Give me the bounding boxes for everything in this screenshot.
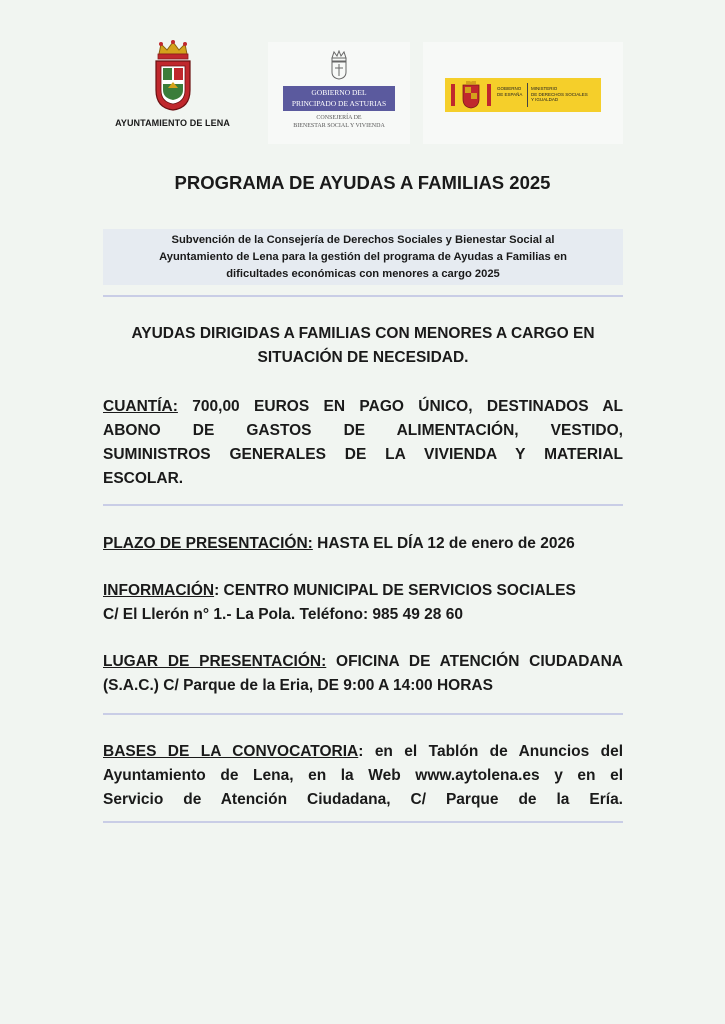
bases-line: Ayuntamiento de Lena, en la Web www.aytolena.es y en el: [103, 767, 623, 784]
spain-min-line1: MINISTERIO: [531, 86, 558, 91]
bases-text: : en el Tablón de Anuncios del: [358, 743, 624, 760]
plazo-section: [103, 532, 623, 556]
asturias-crown-icon: [329, 50, 349, 80]
informacion-line: [103, 579, 623, 603]
lugar-label: LUGAR DE PRESENTACIÓN:: [103, 653, 327, 670]
spain-separator: [527, 83, 528, 107]
spain-min-line2: DE DERECHOS SOCIALES: [531, 91, 588, 97]
page-title: PROGRAMA DE AYUDAS A FAMILIAS 2025: [174, 172, 551, 193]
lena-caption: AYUNTAMIENTO DE LENA: [115, 118, 230, 128]
asturias-line1: GOBIERNO DEL: [311, 88, 367, 97]
asturias-sub2: BIENESTAR SOCIAL Y VIVIENDA: [293, 123, 385, 129]
lugar-line: (S.A.C.) C/ Parque de la Eria, DE 9:00 A 14:00 HORAS: [103, 677, 493, 694]
informacion-label: INFORMACIÓN: [103, 582, 215, 599]
divider: [103, 504, 623, 506]
principado-asturias-logo: [268, 42, 410, 144]
bases-section: [103, 740, 623, 812]
subsidy-line: Subvención de la Consejería de Derechos Sociales y Bienestar Social al: [171, 234, 555, 246]
cuantia-label: CUANTÍA:: [103, 398, 178, 415]
aid-heading-line: SITUACIÓN DE NECESIDAD.: [257, 349, 469, 366]
spain-min-line3: Y IGUALDAD: [531, 97, 559, 102]
cuantia-section: [103, 395, 623, 491]
plazo-line: [103, 532, 623, 556]
plazo-text: HASTA EL DÍA 12 de enero de 2026: [312, 535, 575, 552]
divider: [103, 821, 623, 823]
subsidy-line: dificultades económicas con menores a cargo 2025: [226, 268, 500, 280]
informacion-section: [103, 579, 623, 627]
spain-gob-line1: GOBIERNO: [497, 86, 522, 91]
bases-line: [103, 740, 623, 764]
asturias-name-bar: [283, 86, 395, 111]
cuantia-line: ESCOLAR.: [103, 470, 184, 487]
ayuntamiento-lena-logo: [100, 40, 245, 130]
plazo-label: PLAZO DE PRESENTACIÓN:: [103, 535, 313, 552]
bases-label: BASES DE LA CONVOCATORIA: [103, 743, 359, 760]
lugar-line: [103, 650, 623, 674]
aid-heading-line: AYUDAS DIRIGIDAS A FAMILIAS CON MENORES A CARGO EN: [131, 325, 595, 342]
logos-header: [100, 40, 625, 146]
informacion-text: : CENTRO MUNICIPAL DE SERVICIOS SOCIALES: [214, 582, 576, 599]
subsidy-line: Ayuntamiento de Lena para la gestión del programa de Ayudas a Familias en: [159, 251, 567, 263]
divider: [103, 295, 623, 297]
asturias-sub1: CONSEJERÍA DE: [316, 115, 362, 121]
cuantia-line: SUMINISTROS GENERALES DE LA VIVIENDA Y MATERIAL: [103, 446, 623, 463]
cuantia-text: 700,00 EUROS EN PAGO ÚNICO, DESTINADOS AL: [177, 398, 623, 415]
informacion-line: C/ El Llerón n° 1.- La Pola. Teléfono: 985 49 28 60: [103, 606, 463, 623]
spain-gobierno-text: [497, 86, 527, 97]
lugar-text: OFICINA DE ATENCIÓN CIUDADANA: [326, 653, 623, 670]
lugar-section: [103, 650, 623, 698]
bases-line: Servicio de Atención Ciudadana, C/ Parque de la Ería.: [103, 791, 623, 808]
lena-coat-of-arms-icon: [151, 40, 195, 112]
asturias-consejeria: [283, 114, 395, 130]
divider: [103, 713, 623, 715]
aid-heading: [103, 322, 623, 370]
cuantia-line: [103, 395, 623, 419]
subsidy-box: [103, 229, 623, 285]
asturias-line2: PRINCIPADO DE ASTURIAS: [291, 99, 387, 108]
spain-gob-line2: DE ESPAÑA: [497, 91, 523, 97]
spain-ministerio-text: [531, 86, 599, 103]
spain-coat-of-arms-icon: [449, 81, 493, 109]
gobierno-espana-logo: [423, 42, 623, 144]
cuantia-line: ABONO DE GASTOS DE ALIMENTACIÓN, VESTIDO,: [103, 422, 623, 439]
